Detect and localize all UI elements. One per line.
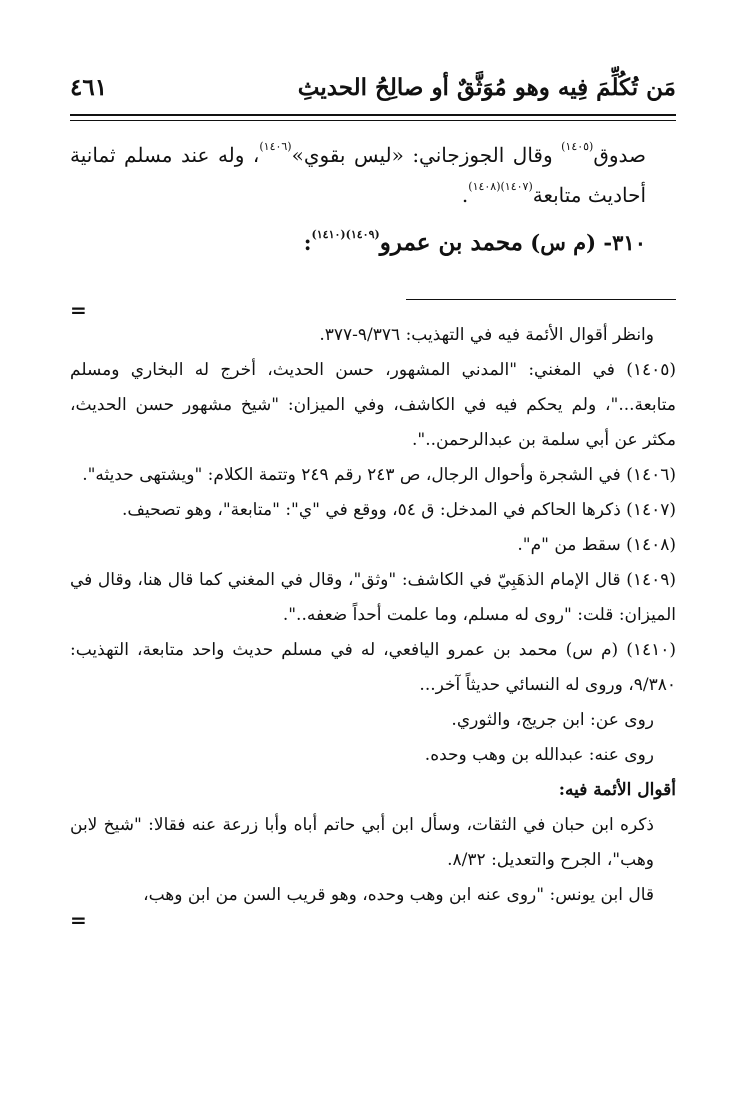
entry-heading — [70, 223, 676, 263]
entry-number: ٣١٠- (م س) — [522, 230, 646, 255]
ibn-hibban-paragraph: ذكره ابن حبان في الثقات، وسأل ابن أبي حاتم أباه وأبا زرعة عنه فقالا: "شيخ لابن وهب"، الجرح والتعديل: ٨/٣٢. — [70, 815, 654, 870]
footnote-1407: (١٤٠٧) ذكرها الحاكم في المدخل: ق ٥٤، ووقع في "ي": "متابعة"، وهو تصحيف. — [121, 500, 676, 520]
main-text-run: ، وله عند مسلم — [124, 143, 260, 167]
section-subheading: أقوال الأئمة فيه: — [558, 780, 676, 800]
footnote-1405: (١٤٠٥) في المغني: "المدني المشهور، حسن الحديث، أخرج له البخاري ومسلم متابعة..."، ولم يحكم فيه في الكاشف، وفي الميزان: "شيخ مشهور حسن الحديث، مكثر عن أبي سلمة بن عبدالرحمن..". — [70, 360, 676, 450]
entry-name: محمد بن عمرو — [379, 229, 523, 256]
narrated-by: روى عنه: عبدالله بن وهب وحده. — [424, 745, 654, 765]
main-text — [70, 135, 676, 263]
main-paragraph — [70, 135, 676, 215]
main-text-run: . — [461, 183, 469, 207]
footnote-1408: (١٤٠٨) سقط من "م". — [517, 535, 676, 555]
footnote-ref-1408: (١٤٠٨) — [468, 180, 501, 193]
ibn-yunus-paragraph: قال ابن يونس: "روى عنه ابن وهب وحده، وهو قريب السن من ابن وهب، — [143, 885, 654, 905]
footnote-ref-1406: (١٤٠٦) — [259, 140, 292, 153]
main-text-run: ثمانية أحاديث متابعة — [70, 143, 646, 207]
header-rule — [70, 114, 676, 121]
main-text-run: صدوق — [593, 143, 646, 167]
footnote-1409: (١٤٠٩) قال الإمام الذهَبِيّ في الكاشف: "وثق"، وقال في المغني كما قال هنا، وقال في الميزان: قلت: "روى له مسلم، وما علمت أحداً ضعفه..". — [70, 570, 676, 625]
footnote-ref-1407: (١٤٠٧) — [500, 180, 533, 193]
page-number: ٤٦١ — [70, 74, 108, 101]
footnote-1406: (١٤٠٦) في الشجرة وأحوال الرجال، ص ٢٤٣ رقم ٢٤٩ وتتمة الكلام: "ويشتهى حديثه". — [82, 465, 676, 485]
footnote-1410: (١٤١٠) (م س) محمد بن عمرو اليافعي، له في مسلم حديث واحد متابعة، التهذيب: ٩/٣٨٠، وروى له النسائي حديثاً آخر... — [70, 640, 676, 695]
footnotes — [70, 318, 676, 932]
continuation-mark-bottom: = — [70, 908, 87, 932]
footnote-separator — [406, 299, 676, 300]
entry-colon: : — [303, 230, 312, 255]
narrated-from: روى عن: ابن جريج، والثوري. — [451, 710, 654, 730]
main-text-run: وقال الجوزجاني: «ليس بقوي» — [291, 143, 562, 167]
footnote-ref-1409: (١٤٠٩) — [345, 228, 380, 241]
page-header — [70, 70, 676, 114]
footnote-see-also: وانظر أقوال الأئمة فيه في التهذيب: ٩/٣٧٦-٣٧٧. — [319, 325, 654, 345]
running-title: مَن تُكُلِّمَ فِيه وهو مُوَثَّقٌ أو صالِحُ الحديثِ — [297, 74, 676, 101]
book-page — [70, 70, 676, 932]
footnote-ref-1405: (١٤٠٥) — [561, 140, 594, 153]
continuation-mark: = — [70, 298, 87, 322]
footnote-ref-1410: (١٤١٠) — [311, 228, 346, 241]
